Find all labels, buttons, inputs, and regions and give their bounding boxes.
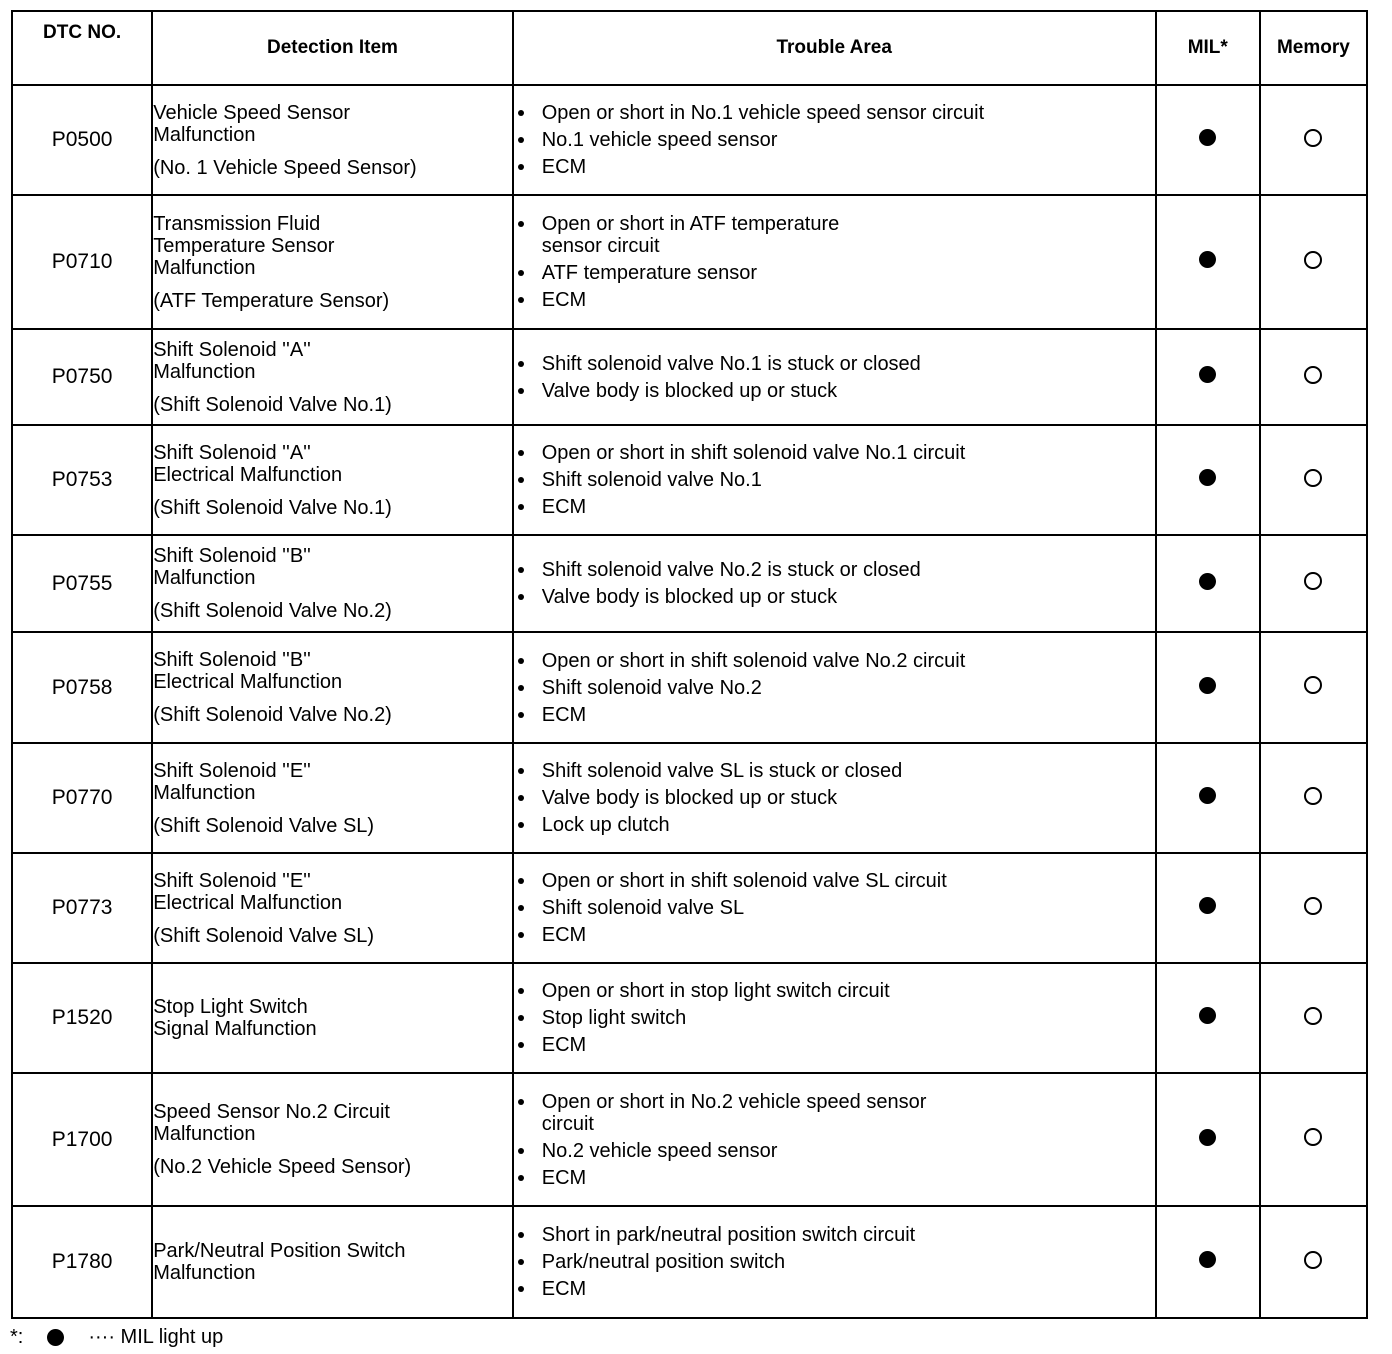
table-row <box>12 535 1367 632</box>
dtc-table <box>11 10 1368 1319</box>
detection-line: Shift Solenoid ''B'' <box>153 649 311 671</box>
detection-subtitle: (No. 1 Vehicle Speed Sensor) <box>153 156 417 179</box>
filled-circle-icon <box>1199 1129 1216 1146</box>
detection-line: Malfunction <box>153 256 256 279</box>
trouble-area <box>513 1073 1156 1206</box>
mil-cell <box>1156 195 1260 329</box>
trouble-item: Shift solenoid valve No.2 is stuck or closed <box>514 559 1155 581</box>
header-memory: Memory <box>1260 11 1367 85</box>
detection-line: Malfunction <box>153 781 256 804</box>
detection-line: Shift Solenoid ''A'' <box>153 338 311 361</box>
trouble-list <box>514 353 1155 402</box>
detection-line: Malfunction <box>153 567 256 589</box>
detection-item <box>152 1206 513 1318</box>
dtc-code: P1520 <box>12 963 152 1073</box>
header-row <box>12 11 1367 85</box>
header-mil: MIL* <box>1156 11 1260 85</box>
trouble-item: ECM <box>514 289 1155 311</box>
trouble-item: Shift solenoid valve No.2 <box>514 677 1155 699</box>
filled-circle-icon <box>1199 573 1216 590</box>
dtc-code: P0770 <box>12 743 152 853</box>
detection-subtitle: (Shift Solenoid Valve No.2) <box>153 704 392 726</box>
trouble-area <box>513 853 1156 963</box>
detection-subtitle: (Shift Solenoid Valve SL) <box>153 814 375 837</box>
memory-cell <box>1260 535 1367 632</box>
table-body <box>12 85 1367 1318</box>
trouble-list <box>514 980 1155 1056</box>
detection-line: Park/Neutral Position Switch <box>153 1240 406 1262</box>
detection-subtitle: (Shift Solenoid Valve No.1) <box>153 393 392 416</box>
filled-circle-icon <box>1199 251 1216 268</box>
open-circle-icon <box>1304 897 1322 915</box>
filled-circle-icon <box>1199 897 1216 914</box>
detection-item <box>152 85 513 195</box>
filled-circle-icon <box>1199 129 1216 146</box>
detection-item <box>152 329 513 425</box>
detection-item <box>152 743 513 853</box>
detection-item <box>152 425 513 535</box>
table-row <box>12 632 1367 743</box>
dtc-code: P0710 <box>12 195 152 329</box>
trouble-list <box>514 760 1155 836</box>
table-row <box>12 329 1367 425</box>
dtc-code: P1700 <box>12 1073 152 1206</box>
detection-line: Malfunction <box>153 360 256 383</box>
trouble-area <box>513 743 1156 853</box>
trouble-item: ECM <box>514 924 1155 946</box>
footnote-text: ···· MIL light up <box>88 1326 224 1348</box>
table-row <box>12 743 1367 853</box>
trouble-item: ECM <box>514 1278 1155 1300</box>
trouble-item: Open or short in ATF temperature sensor circuit <box>514 213 1155 257</box>
detection-line: Electrical Malfunction <box>153 463 343 486</box>
trouble-area <box>513 195 1156 329</box>
trouble-area <box>513 963 1156 1073</box>
trouble-item: ECM <box>514 156 1155 178</box>
trouble-item: Valve body is blocked up or stuck <box>514 787 1155 809</box>
trouble-item: Stop light switch <box>514 1007 1155 1029</box>
table-row <box>12 195 1367 329</box>
filled-circle-icon <box>1199 787 1216 804</box>
mil-cell <box>1156 632 1260 743</box>
detection-line: Shift Solenoid ''A'' <box>153 441 311 464</box>
footnote <box>10 1326 223 1349</box>
open-circle-icon <box>1304 469 1322 487</box>
detection-line: Malfunction <box>153 1262 256 1284</box>
memory-cell <box>1260 85 1367 195</box>
memory-cell <box>1260 743 1367 853</box>
filled-circle-icon <box>1199 469 1216 486</box>
trouble-item: ECM <box>514 704 1155 726</box>
filled-circle-icon <box>47 1329 64 1346</box>
table-row <box>12 1206 1367 1318</box>
detection-item <box>152 535 513 632</box>
detection-line: Malfunction <box>153 1123 256 1145</box>
open-circle-icon <box>1304 1007 1322 1025</box>
mil-cell <box>1156 1073 1260 1206</box>
header-trouble: Trouble Area <box>513 11 1156 85</box>
detection-line: Transmission Fluid <box>153 212 321 235</box>
detection-line: Shift Solenoid ''E'' <box>153 759 311 782</box>
trouble-area <box>513 85 1156 195</box>
trouble-list <box>514 442 1155 518</box>
detection-line: Stop Light Switch <box>153 996 308 1018</box>
detection-line: Shift Solenoid ''B'' <box>153 545 311 567</box>
detection-item <box>152 963 513 1073</box>
trouble-area <box>513 329 1156 425</box>
trouble-item: Park/neutral position switch <box>514 1251 1155 1273</box>
mil-cell <box>1156 425 1260 535</box>
trouble-list <box>514 559 1155 608</box>
mil-cell <box>1156 85 1260 195</box>
trouble-list <box>514 1224 1155 1300</box>
filled-circle-icon <box>1199 677 1216 694</box>
table-row <box>12 85 1367 195</box>
memory-cell <box>1260 195 1367 329</box>
detection-line: Electrical Malfunction <box>153 671 343 693</box>
header-dtc: DTC NO. <box>12 11 152 85</box>
memory-cell <box>1260 963 1367 1073</box>
open-circle-icon <box>1304 366 1322 384</box>
trouble-item: Open or short in No.1 vehicle speed sensor circuit <box>514 102 1155 124</box>
detection-subtitle: (No.2 Vehicle Speed Sensor) <box>153 1156 412 1178</box>
trouble-item: Open or short in No.2 vehicle speed sensor circuit <box>514 1091 1155 1135</box>
detection-subtitle: (Shift Solenoid Valve No.2) <box>153 600 392 622</box>
open-circle-icon <box>1304 251 1322 269</box>
trouble-item: Open or short in shift solenoid valve No.1 circuit <box>514 442 1155 464</box>
detection-item <box>152 632 513 743</box>
header-detection: Detection Item <box>152 11 513 85</box>
dtc-code: P0753 <box>12 425 152 535</box>
trouble-area <box>513 425 1156 535</box>
open-circle-icon <box>1304 129 1322 147</box>
mil-cell <box>1156 853 1260 963</box>
mil-cell <box>1156 1206 1260 1318</box>
filled-circle-icon <box>1199 1251 1216 1268</box>
memory-cell <box>1260 1073 1367 1206</box>
trouble-item: ATF temperature sensor <box>514 262 1155 284</box>
trouble-item: Shift solenoid valve No.1 is stuck or closed <box>514 353 1155 375</box>
detection-line: Temperature Sensor <box>153 234 335 257</box>
dtc-code: P0773 <box>12 853 152 963</box>
detection-subtitle: (ATF Temperature Sensor) <box>153 289 390 312</box>
trouble-area <box>513 535 1156 632</box>
dtc-code: P0758 <box>12 632 152 743</box>
open-circle-icon <box>1304 787 1322 805</box>
trouble-item: Valve body is blocked up or stuck <box>514 380 1155 402</box>
trouble-item: Shift solenoid valve SL <box>514 897 1155 919</box>
trouble-item: No.1 vehicle speed sensor <box>514 129 1155 151</box>
trouble-item: Lock up clutch <box>514 814 1155 836</box>
detection-subtitle: (Shift Solenoid Valve No.1) <box>153 496 392 519</box>
memory-cell <box>1260 632 1367 743</box>
table-row <box>12 963 1367 1073</box>
trouble-item: Shift solenoid valve No.1 <box>514 469 1155 491</box>
detection-line: Malfunction <box>153 123 256 146</box>
trouble-area <box>513 632 1156 743</box>
detection-subtitle: (Shift Solenoid Valve SL) <box>153 924 375 947</box>
trouble-item: Open or short in shift solenoid valve No.2 circuit <box>514 650 1155 672</box>
filled-circle-icon <box>1199 1007 1216 1024</box>
detection-item <box>152 853 513 963</box>
table-row <box>12 853 1367 963</box>
detection-line: Vehicle Speed Sensor <box>153 101 351 124</box>
footnote-marker: *: <box>10 1326 24 1348</box>
detection-item <box>152 1073 513 1206</box>
detection-item <box>152 195 513 329</box>
table-row <box>12 1073 1367 1206</box>
memory-cell <box>1260 853 1367 963</box>
memory-cell <box>1260 425 1367 535</box>
mil-cell <box>1156 535 1260 632</box>
dtc-code: P0750 <box>12 329 152 425</box>
detection-line: Shift Solenoid ''E'' <box>153 869 311 892</box>
mil-cell <box>1156 743 1260 853</box>
table-row <box>12 425 1367 535</box>
trouble-list <box>514 213 1155 311</box>
trouble-item: Short in park/neutral position switch circuit <box>514 1224 1155 1246</box>
trouble-list <box>514 650 1155 726</box>
trouble-list <box>514 870 1155 946</box>
memory-cell <box>1260 1206 1367 1318</box>
filled-circle-icon <box>1199 366 1216 383</box>
trouble-list <box>514 102 1155 178</box>
open-circle-icon <box>1304 676 1322 694</box>
trouble-item: ECM <box>514 496 1155 518</box>
trouble-item: No.2 vehicle speed sensor <box>514 1140 1155 1162</box>
dtc-code: P1780 <box>12 1206 152 1318</box>
trouble-item: Valve body is blocked up or stuck <box>514 586 1155 608</box>
detection-line: Speed Sensor No.2 Circuit <box>153 1101 390 1123</box>
open-circle-icon <box>1304 1251 1322 1269</box>
dtc-code: P0755 <box>12 535 152 632</box>
trouble-item: ECM <box>514 1167 1155 1189</box>
mil-cell <box>1156 329 1260 425</box>
detection-line: Electrical Malfunction <box>153 891 343 914</box>
trouble-item: Open or short in shift solenoid valve SL circuit <box>514 870 1155 892</box>
trouble-item: Open or short in stop light switch circuit <box>514 980 1155 1002</box>
detection-line: Signal Malfunction <box>153 1018 317 1040</box>
open-circle-icon <box>1304 1128 1322 1146</box>
memory-cell <box>1260 329 1367 425</box>
trouble-item: Shift solenoid valve SL is stuck or closed <box>514 760 1155 782</box>
trouble-item: ECM <box>514 1034 1155 1056</box>
mil-cell <box>1156 963 1260 1073</box>
trouble-area <box>513 1206 1156 1318</box>
trouble-list <box>514 1091 1155 1189</box>
open-circle-icon <box>1304 572 1322 590</box>
dtc-code: P0500 <box>12 85 152 195</box>
